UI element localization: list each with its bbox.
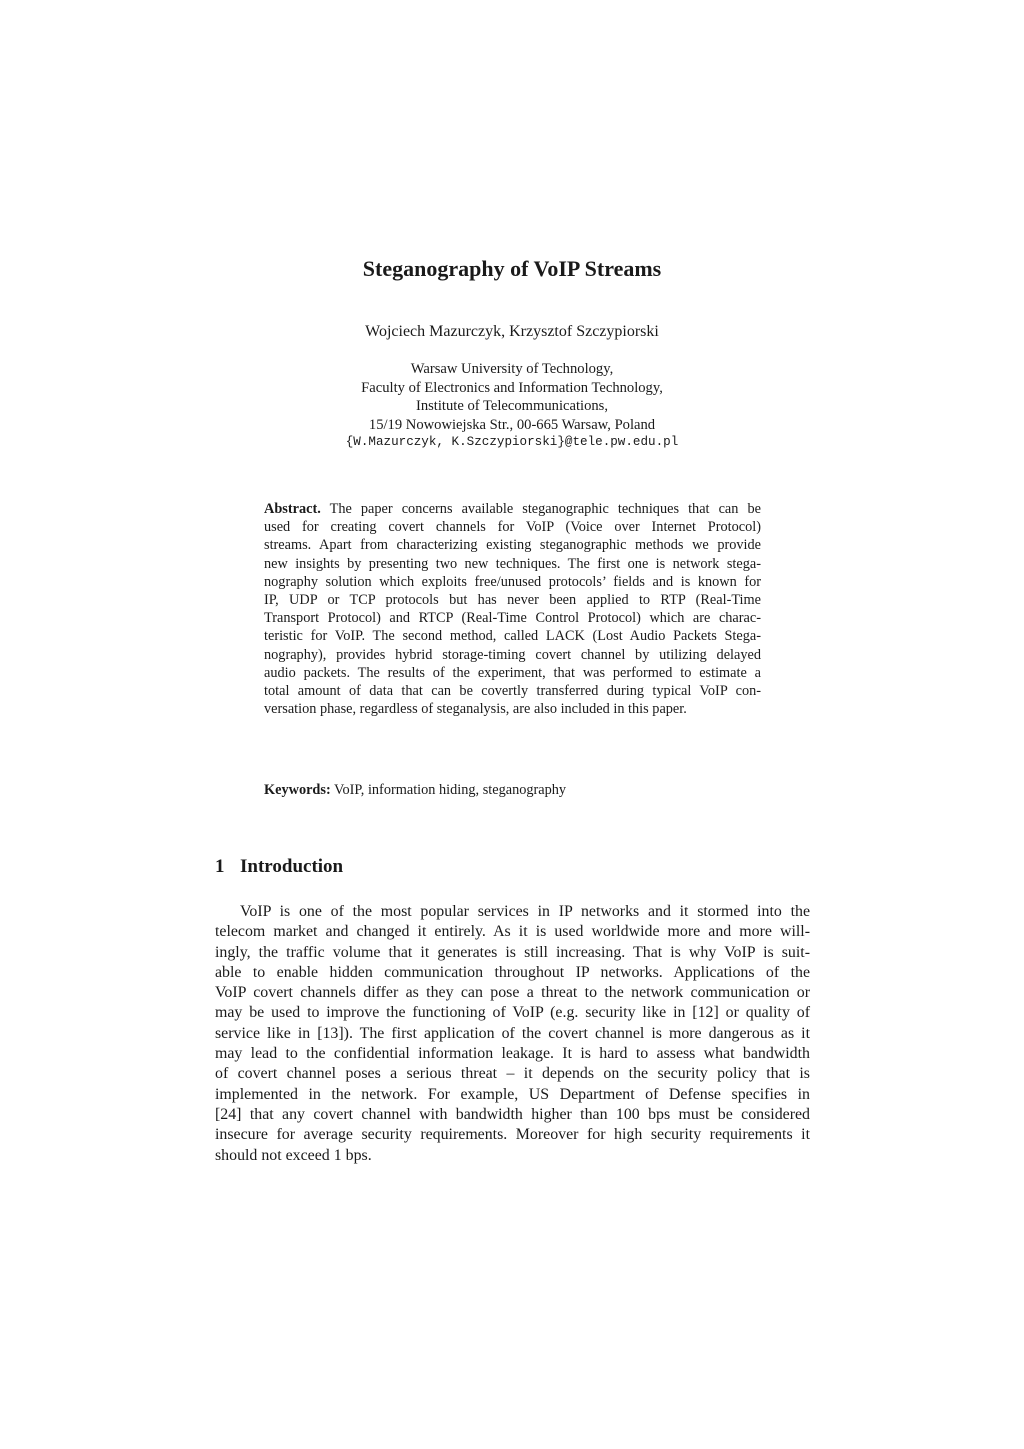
author-email: {W.Mazurczyk, K.Szczypiorski}@tele.pw.edu.pl bbox=[345, 435, 679, 449]
section-number: 1 bbox=[215, 856, 225, 877]
abstract-line: audio packets. The results of the experiment, that was performed to estimate a bbox=[264, 664, 761, 681]
paragraph-line: insecure for average security requirements. Moreover for high security requirements it bbox=[215, 1126, 810, 1144]
author-list: Wojciech Mazurczyk, Krzysztof Szczypiorski bbox=[365, 323, 659, 340]
abstract-line: nography), provides hybrid storage-timing covert channel by utilizing delayed bbox=[264, 646, 761, 663]
keywords-label: Keywords: bbox=[264, 782, 331, 798]
affiliation-line: Faculty of Electronics and Information Technology, bbox=[361, 379, 663, 396]
paragraph-line: of covert channel poses a serious threat – it depends on the security policy that is bbox=[215, 1065, 810, 1083]
paragraph-line: should not exceed 1 bps. bbox=[215, 1146, 372, 1164]
paper-title: Steganography of VoIP Streams bbox=[362, 256, 662, 281]
abstract-line: streams. Apart from characterizing existing steganographic methods we provide bbox=[264, 537, 761, 554]
paragraph-line: VoIP covert channels differ as they can pose a threat to the network communication or bbox=[215, 984, 810, 1002]
introduction-paragraph bbox=[215, 902, 810, 1166]
abstract-label: Abstract. bbox=[264, 501, 321, 517]
paragraph-line: telecom market and changed it entirely. As it is used worldwide more and more will- bbox=[215, 923, 810, 941]
affiliation-line: Warsaw University of Technology, bbox=[410, 361, 614, 377]
abstract-line: teristic for VoIP. The second method, called LACK (Lost Audio Packets Stega- bbox=[264, 628, 761, 645]
keywords-block bbox=[264, 780, 761, 800]
abstract-block bbox=[264, 500, 761, 718]
abstract-line: IP, UDP or TCP protocols but has never been applied to RTP (Real-Time bbox=[264, 592, 761, 609]
paragraph-line: VoIP is one of the most popular services in IP networks and it stormed into the bbox=[240, 903, 810, 920]
abstract-line: nography solution which exploits free/unused protocols’ fields and is known for bbox=[264, 573, 761, 590]
abstract-text: The paper concerns available steganographic techniques that can be bbox=[320, 501, 761, 517]
affiliation-line: Institute of Telecommunications, bbox=[415, 398, 609, 414]
paragraph-line: ingly, the traffic volume that it generates is still increasing. That is why VoIP is suit- bbox=[215, 943, 810, 961]
section-title: Introduction bbox=[240, 856, 344, 877]
affiliation-line: 15/19 Nowowiejska Str., 00-665 Warsaw, Poland bbox=[368, 416, 656, 433]
paragraph-line: able to enable hidden communication throughout IP networks. Applications of the bbox=[215, 963, 810, 981]
abstract-line: versation phase, regardless of steganalysis, are also included in this paper. bbox=[264, 701, 687, 718]
paragraph-line: service like in [13]). The first application of the covert channel is more dangerous as it bbox=[215, 1024, 810, 1042]
keywords-text: VoIP, information hiding, steganography bbox=[330, 782, 567, 798]
abstract-line: new insights by presenting two new techniques. The first one is network stega- bbox=[264, 555, 761, 572]
section-heading bbox=[215, 854, 343, 880]
paragraph-line: implemented in the network. For example, US Department of Defense specifies in bbox=[215, 1085, 810, 1103]
affiliation-block bbox=[0, 360, 1024, 450]
paragraph-line: may lead to the confidential information leakage. It is hard to assess what bandwidth bbox=[215, 1045, 810, 1063]
abstract-line: used for creating covert channels for VoIP (Voice over Internet Protocol) bbox=[264, 519, 761, 536]
paragraph-line: [24] that any covert channel with bandwidth higher than 100 bps must be considered bbox=[215, 1105, 810, 1123]
abstract-line: total amount of data that can be covertly transferred during typical VoIP con- bbox=[264, 683, 761, 700]
abstract-line: Transport Protocol) and RTCP (Real-Time Control Protocol) which are charac- bbox=[264, 610, 761, 627]
paragraph-line: may be used to improve the functioning of VoIP (e.g. security like in [12] or quality of bbox=[215, 1004, 810, 1022]
abstract-line bbox=[264, 500, 761, 518]
